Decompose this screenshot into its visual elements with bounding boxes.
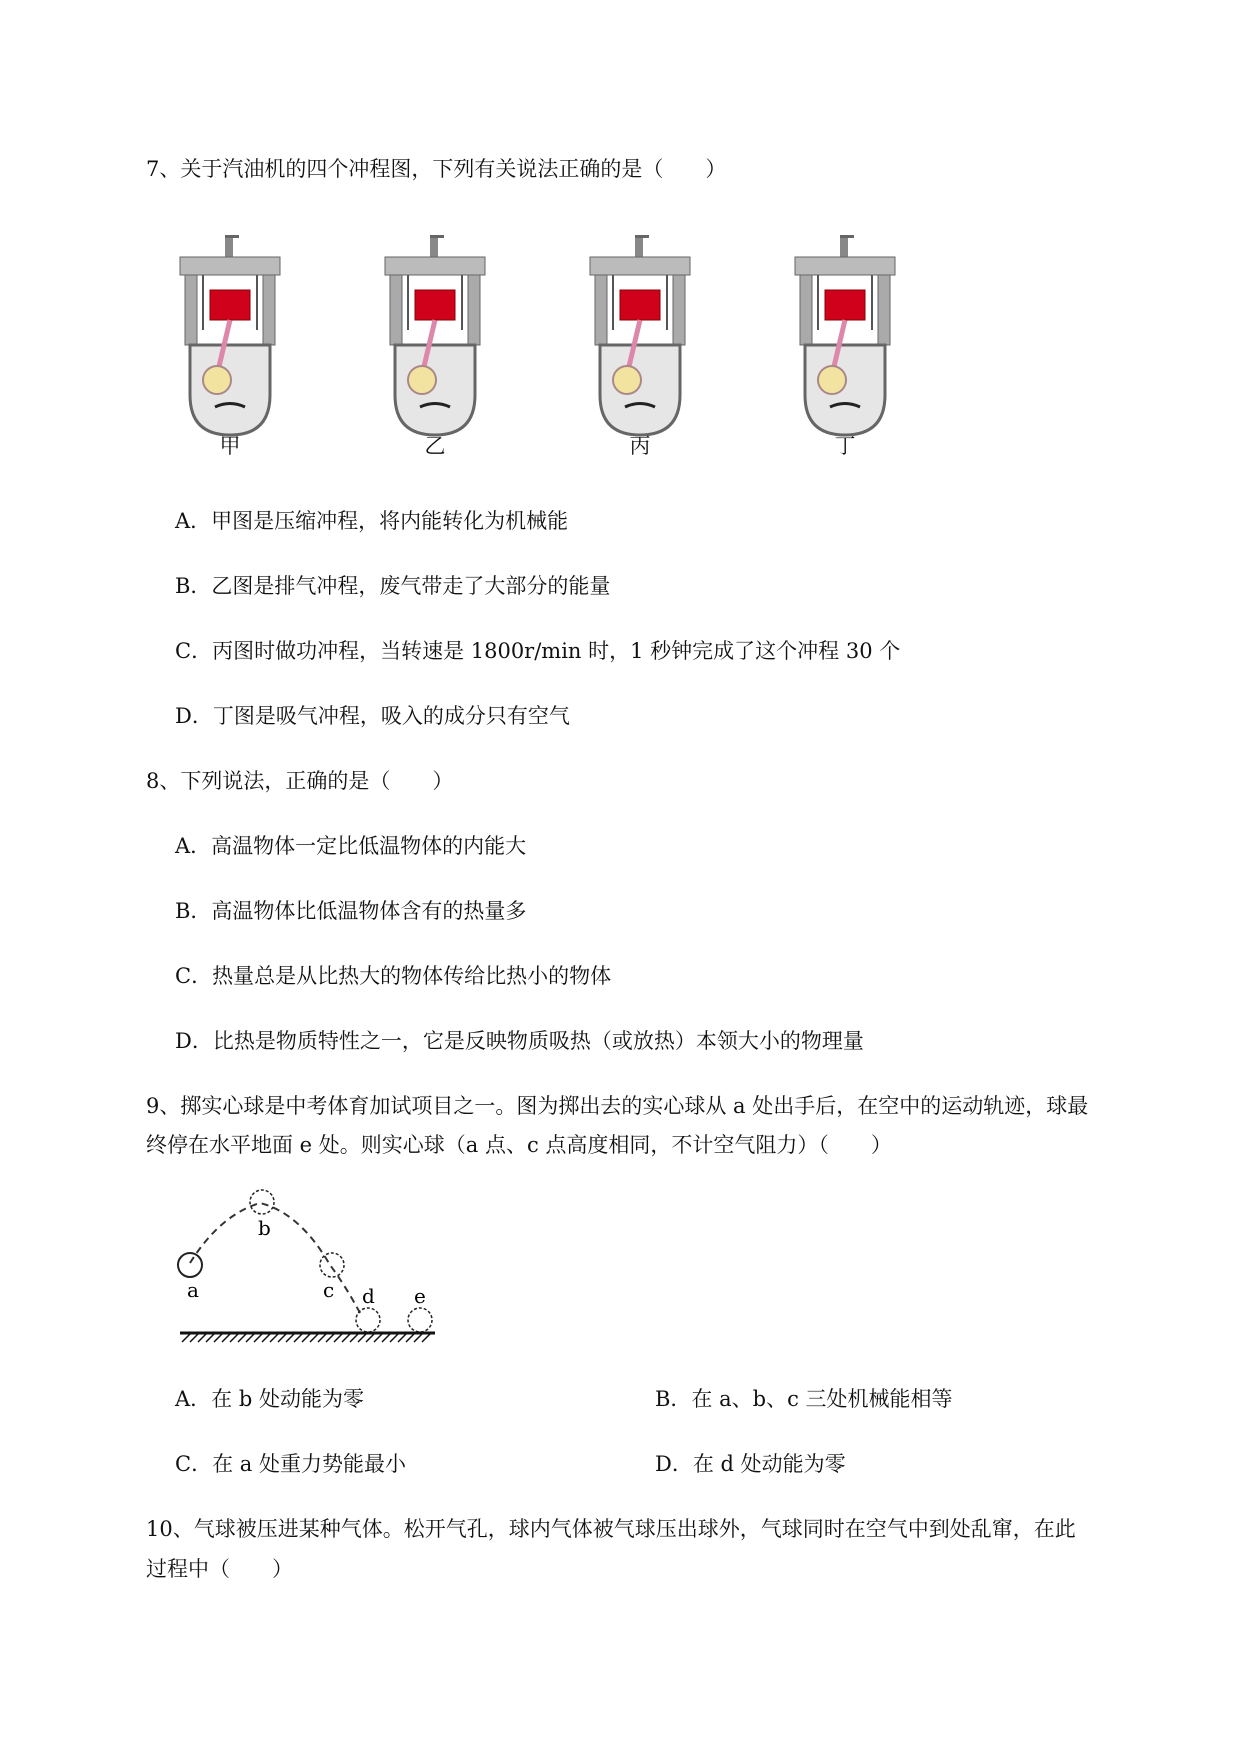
q8-stem: 8、下列说法，正确的是（ ） bbox=[146, 769, 454, 793]
ball-d bbox=[356, 1308, 380, 1332]
q10-stem-line1: 10、气球被压进某种气体。松开气孔，球内气体被气球压出球外，气球同时在空气中到处乱窜，在此 bbox=[146, 1517, 1076, 1541]
trajectory-figure bbox=[170, 1185, 450, 1350]
engine-diagram-yi bbox=[380, 235, 490, 445]
q7-stem: 7、关于汽油机的四个冲程图，下列有关说法正确的是（ ） bbox=[146, 157, 727, 181]
q7-option-d: D．丁图是吸气冲程，吸入的成分只有空气 bbox=[175, 704, 570, 728]
q7-option-c: C．丙图时做功冲程，当转速是 1800r/min 时，1 秒钟完成了这个冲程 30 个 bbox=[175, 639, 901, 663]
q9-option-d: D．在 d 处动能为零 bbox=[655, 1452, 846, 1476]
figure-label-ding: 丁 bbox=[834, 434, 856, 458]
q7-option-a: A．甲图是压缩冲程，将内能转化为机械能 bbox=[175, 509, 569, 533]
engine-diagram-ding bbox=[790, 235, 900, 445]
engine-diagram-jia bbox=[175, 235, 285, 445]
ball-a bbox=[178, 1253, 202, 1277]
q9-option-b: B．在 a、b、c 三处机械能相等 bbox=[655, 1387, 953, 1411]
figure-label-yi: 乙 bbox=[424, 434, 446, 458]
ball-c bbox=[320, 1253, 344, 1277]
label-d: d bbox=[362, 1284, 375, 1308]
label-c: c bbox=[323, 1278, 335, 1302]
label-b: b bbox=[258, 1216, 271, 1240]
ground-hatching bbox=[182, 1334, 430, 1342]
q8-option-b: B．高温物体比低温物体含有的热量多 bbox=[175, 899, 527, 923]
label-a: a bbox=[187, 1278, 199, 1302]
label-e: e bbox=[414, 1284, 426, 1308]
q8-option-d: D．比热是物质特性之一，它是反映物质吸热（或放热）本领大小的物理量 bbox=[175, 1029, 864, 1053]
figure-label-bing: 丙 bbox=[629, 434, 651, 458]
ball-e bbox=[408, 1308, 432, 1332]
q7-option-b: B．乙图是排气冲程，废气带走了大部分的能量 bbox=[175, 574, 611, 598]
q10-stem-line2: 过程中（ ） bbox=[146, 1557, 293, 1581]
q9-stem-line2: 终停在水平地面 e 处。则实心球（a 点、c 点高度相同，不计空气阻力）（ ） bbox=[146, 1133, 892, 1157]
engine-diagram-bing bbox=[585, 235, 695, 445]
q8-option-c: C．热量总是从比热大的物体传给比热小的物体 bbox=[175, 964, 612, 988]
q9-option-c: C．在 a 处重力势能最小 bbox=[175, 1452, 406, 1476]
q9-stem-line1: 9、掷实心球是中考体育加试项目之一。图为掷出去的实心球从 a 处出手后，在空中的运动轨迹，球最 bbox=[146, 1094, 1089, 1118]
ball-b bbox=[250, 1190, 274, 1214]
q8-option-a: A．高温物体一定比低温物体的内能大 bbox=[175, 834, 527, 858]
q9-option-a: A．在 b 处动能为零 bbox=[175, 1387, 364, 1411]
figure-label-jia: 甲 bbox=[219, 434, 241, 458]
